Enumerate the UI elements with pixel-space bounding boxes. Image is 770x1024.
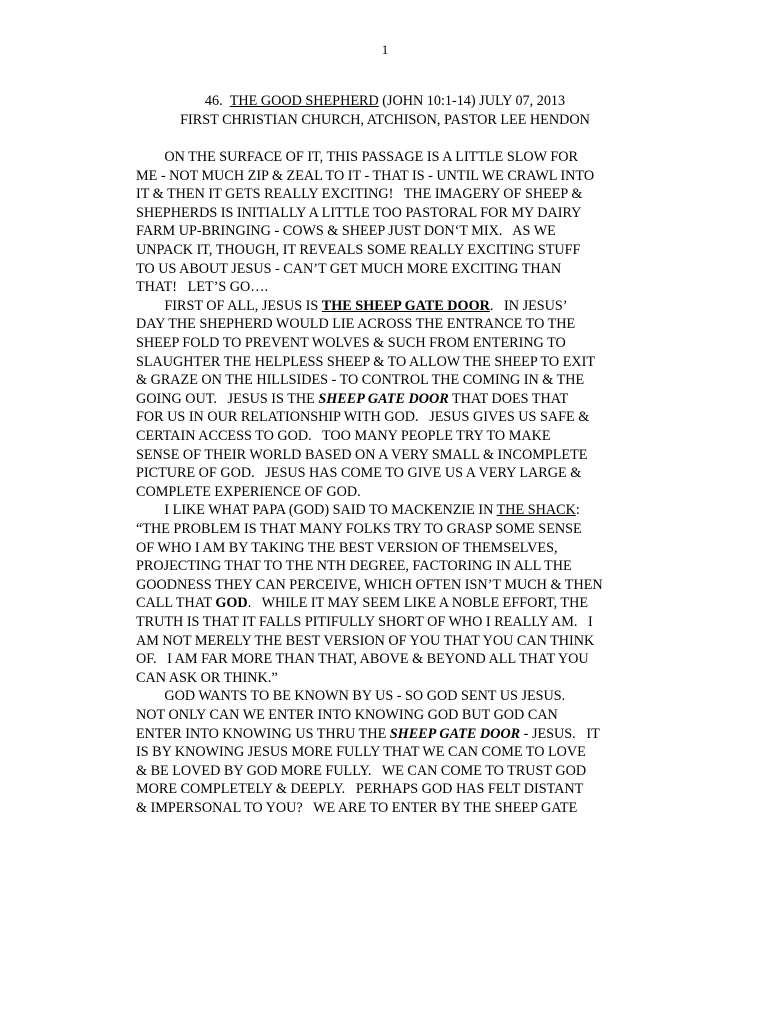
text-segment: UNPACK IT, THOUGH, IT REVEALS SOME REALLY EXCITING STUFF	[136, 242, 581, 258]
text-segment: DAY THE SHEPHERD WOULD LIE ACROSS THE ENTRANCE TO THE	[136, 316, 576, 333]
text-segment: GOD WANTS TO BE KNOWN BY US - SO GOD SENT US JESUS.	[136, 688, 566, 705]
text-segment: SHEEP FOLD TO PREVENT WOLVES & SUCH FROM ENTERING TO	[136, 335, 566, 351]
text-line	[136, 706, 558, 724]
text-segment: TO US ABOUT JESUS - CAN’T GET MUCH MORE EXCITING THAN	[136, 260, 562, 277]
text-segment: GOING OUT. JESUS IS THE	[136, 390, 319, 407]
text-line	[136, 241, 580, 259]
text-segment: PROJECTING THAT TO THE NTH DEGREE, FACTORING IN ALL THE	[136, 558, 572, 575]
text-segment: & BE LOVED BY GOD MORE FULLY. WE CAN COME TO TRUST GOD	[136, 762, 587, 779]
text-line	[136, 725, 600, 743]
text-line	[136, 520, 582, 538]
text-line	[136, 501, 580, 519]
text-segment: ON THE SURFACE OF IT, THIS PASSAGE IS A LITTLE SLOW FOR	[136, 149, 578, 165]
text-segment: GOD	[215, 595, 248, 612]
text-segment: ENTER INTO KNOWING US THRU THE	[136, 725, 390, 742]
text-segment: FOR US IN OUR RELATIONSHIP WITH GOD. JESUS GIVES US SAFE &	[136, 409, 590, 426]
text-line	[136, 371, 584, 389]
text-segment: COMPLETE EXPERIENCE OF GOD.	[136, 483, 361, 500]
text-segment: OF WHO I AM BY TAKING THE BEST VERSION OF THEMSELVES,	[136, 539, 558, 556]
text-line	[136, 576, 603, 594]
text-line	[136, 687, 565, 705]
sermon-title	[0, 93, 770, 110]
text-line	[136, 780, 583, 798]
text-line	[136, 669, 278, 687]
text-line	[136, 222, 556, 240]
text-segment: I LIKE WHAT PAPA (GOD) SAID TO MACKENZIE IN	[136, 502, 497, 519]
text-segment: THE SHEEP GATE DOOR	[321, 297, 490, 314]
text-line	[136, 167, 594, 185]
text-segment: SHEPHERDS IS INITIALLY A LITTLE TOO PASTORAL FOR MY DAIRY	[136, 204, 582, 221]
text-segment: FARM UP-BRINGING - COWS & SHEEP JUST DON‘T MIX. AS WE	[136, 223, 556, 240]
text-line	[136, 353, 595, 371]
text-line	[136, 799, 577, 817]
text-line	[136, 632, 594, 650]
text-line	[136, 260, 561, 278]
text-line	[136, 539, 558, 557]
text-line	[136, 743, 586, 761]
text-segment: & GRAZE ON THE HILLSIDES - TO CONTROL THE COMING IN & THE	[136, 372, 585, 389]
text-segment: PICTURE OF GOD. JESUS HAS COME TO GIVE US A VERY LARGE &	[136, 465, 582, 482]
title-underlined: THE GOOD SHEPHERD	[229, 93, 379, 109]
text-segment: TRUTH IS THAT IT FALLS PITIFULLY SHORT OF WHO I REALLY AM. I	[136, 614, 593, 630]
text-line	[136, 650, 589, 668]
text-line	[136, 464, 581, 482]
text-line	[136, 390, 568, 408]
text-segment: IT & THEN IT GETS REALLY EXCITING! THE IMAGERY OF SHEEP &	[136, 186, 583, 203]
text-line	[136, 315, 575, 333]
text-line	[136, 408, 589, 426]
text-segment: GOODNESS THEY CAN PERCEIVE, WHICH OFTEN ISN’T MUCH & THEN	[136, 576, 603, 593]
text-line	[136, 483, 361, 501]
text-segment: NOT ONLY CAN WE ENTER INTO KNOWING GOD BUT GOD CAN	[136, 707, 558, 723]
text-line	[136, 762, 586, 780]
text-segment: FIRST OF ALL, JESUS IS	[136, 297, 322, 314]
page-number: 1	[381, 42, 389, 57]
text-segment: THAT! LET’S GO….	[136, 279, 269, 296]
text-segment: “THE PROBLEM IS THAT MANY FOLKS TRY TO GRASP SOME SENSE	[136, 521, 582, 537]
text-line	[136, 557, 572, 575]
text-segment: :	[575, 502, 580, 519]
text-segment: OF. I AM FAR MORE THAN THAT, ABOVE & BEYOND ALL THAT YOU	[136, 651, 589, 668]
text-line	[136, 204, 581, 222]
text-segment: . WHILE IT MAY SEEM LIKE A NOBLE EFFORT, THE	[247, 595, 588, 612]
text-segment: AM NOT MERELY THE BEST VERSION OF YOU THAT YOU CAN THINK	[136, 632, 595, 649]
text-line	[136, 148, 578, 166]
text-segment: CERTAIN ACCESS TO GOD. TOO MANY PEOPLE TRY TO MAKE	[136, 428, 551, 444]
text-segment: IS BY KNOWING JESUS MORE FULLY THAT WE CAN COME TO LOVE	[136, 744, 586, 761]
text-segment: ME - NOT MUCH ZIP & ZEAL TO IT - THAT IS - UNTIL WE CRAWL INTO	[136, 167, 595, 184]
text-line	[136, 446, 587, 464]
text-segment: SHEEP GATE DOOR	[389, 725, 521, 742]
title-number: 46.	[204, 93, 223, 109]
text-line	[136, 185, 582, 203]
text-segment: SHEEP GATE DOOR	[318, 390, 449, 407]
text-line	[136, 613, 593, 631]
text-line	[136, 278, 268, 296]
text-segment: . IN JESUS’	[489, 297, 568, 314]
text-segment: CAN ASK OR THINK.”	[136, 669, 278, 686]
text-line	[136, 427, 551, 445]
text-line	[136, 334, 566, 352]
sermon-subtitle: FIRST CHRISTIAN CHURCH, ATCHISON, PASTOR LEE HENDON	[180, 112, 590, 128]
text-segment: THE SHACK	[496, 502, 576, 519]
text-line	[136, 594, 588, 612]
text-segment: MORE COMPLETELY & DEEPLY. PERHAPS GOD HAS FELT DISTANT	[136, 781, 584, 798]
title-rest: (JOHN 10:1-14) JULY 07, 2013	[378, 93, 566, 109]
text-segment: - JESUS. IT	[520, 725, 600, 742]
text-line	[136, 297, 568, 315]
text-segment: CALL THAT	[136, 595, 216, 612]
text-segment: SLAUGHTER THE HELPLESS SHEEP & TO ALLOW THE SHEEP TO EXIT	[136, 353, 596, 370]
text-segment: THAT DOES THAT	[448, 390, 569, 407]
text-segment: SENSE OF THEIR WORLD BASED ON A VERY SMALL & INCOMPLETE	[136, 446, 588, 463]
text-segment: & IMPERSONAL TO YOU? WE ARE TO ENTER BY THE SHEEP GATE	[136, 800, 578, 816]
